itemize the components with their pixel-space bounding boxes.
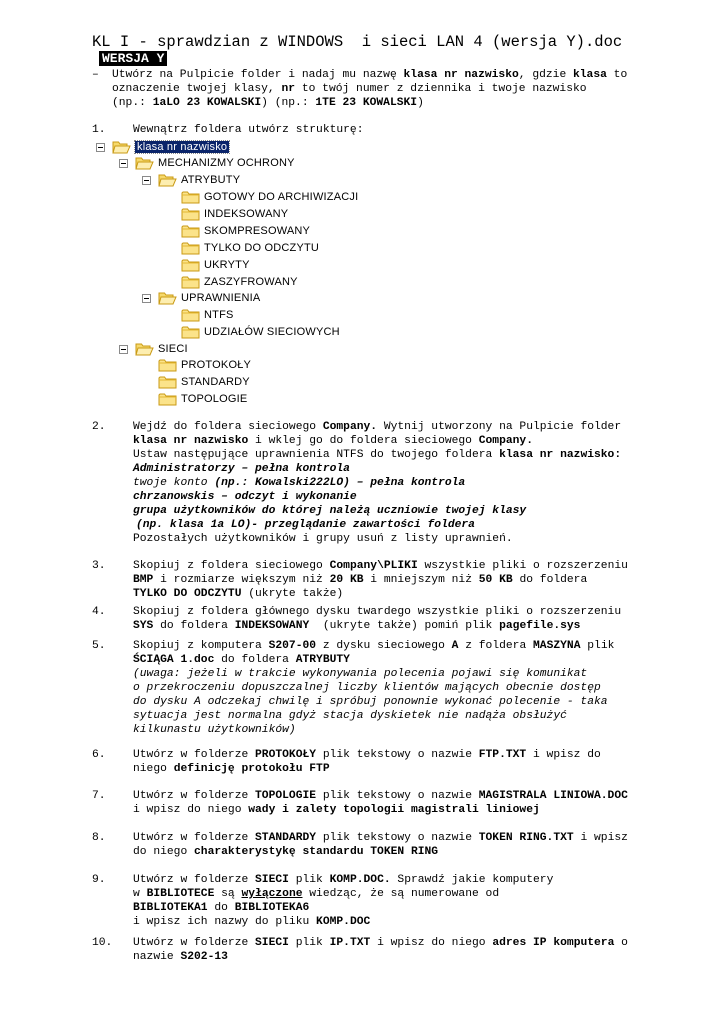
task-7-line: i wpisz do niego wady i zalety topologii magistrali liniowej xyxy=(133,804,540,816)
task-2-line: (np. klasa 1a LO)- przeglądanie zawartości foldera xyxy=(136,519,475,531)
task-8-number: 8. xyxy=(92,832,106,844)
task-6-number: 6. xyxy=(92,749,106,761)
folder-icon xyxy=(181,207,200,221)
task-9-line: i wpisz ich nazwy do pliku KOMP.DOC xyxy=(133,916,371,928)
task-4-line: SYS do foldera INDEKSOWANY (ukryte także) pomiń plik pagefile.sys xyxy=(133,620,581,632)
tree-node-tylko-do-odczytu[interactable] xyxy=(181,240,319,256)
tree-node-zaszyfrowany[interactable] xyxy=(181,274,298,290)
folder-open-icon xyxy=(158,173,177,187)
task-2-number: 2. xyxy=(92,421,106,433)
task-7-number: 7. xyxy=(92,790,106,802)
tree-node-uprawnienia[interactable] xyxy=(142,290,260,306)
folder-icon xyxy=(181,224,200,238)
task-2-line: Ustaw następujące uprawnienia NTFS do twojego foldera klasa nr nazwisko: xyxy=(133,449,622,461)
collapse-icon[interactable] xyxy=(142,294,151,303)
tree-node-protokoly[interactable] xyxy=(158,357,251,373)
intro-line-1: Utwórz na Pulpicie folder i nadaj mu nazwę klasa nr nazwisko, gdzie klasa to xyxy=(112,69,628,81)
intro-line-2: oznaczenie twojej klasy, nr to twój numer z dziennika i twoje nazwisko xyxy=(112,83,587,95)
tree-label: UDZIAŁÓW SIECIOWYCH xyxy=(204,326,340,338)
task-5-line: Skopiuj z komputera S207-00 z dysku sieciowego A z foldera MASZYNA plik xyxy=(133,640,615,652)
folder-icon xyxy=(158,375,177,389)
folder-icon xyxy=(181,241,200,255)
folder-open-icon xyxy=(158,291,177,305)
intro-dash: – xyxy=(92,69,99,81)
task-10-number: 10. xyxy=(92,937,113,949)
tree-node-root[interactable] xyxy=(96,139,229,155)
tree-label: GOTOWY DO ARCHIWIZACJI xyxy=(204,191,359,203)
tree-label: SKOMPRESOWANY xyxy=(204,225,311,237)
version-badge: WERSJA Y xyxy=(99,51,167,66)
tree-label: INDEKSOWANY xyxy=(204,208,289,220)
tree-node-ntfs[interactable] xyxy=(181,307,234,323)
collapse-icon[interactable] xyxy=(96,143,105,152)
task-5-number: 5. xyxy=(92,640,106,652)
collapse-icon[interactable] xyxy=(142,176,151,185)
tree-label: PROTOKOŁY xyxy=(181,359,252,371)
task-2-line: Administratorzy – pełna kontrola xyxy=(133,463,350,475)
task-4-line: Skopiuj z foldera głównego dysku twardego wszystkie pliki o rozszerzeniu xyxy=(133,606,622,618)
task-1-number: 1. xyxy=(92,124,106,136)
task-3-number: 3. xyxy=(92,560,106,572)
task-3-line: BMP i rozmiarze większym niż 20 KB i mniejszym niż 50 KB do foldera xyxy=(133,574,588,586)
task-4-number: 4. xyxy=(92,606,106,618)
task-5-note: do dysku A odczekaj chwilę i spróbuj ponownie wykonać polecenie - taka xyxy=(133,696,608,708)
task-5-note: kilkunastu użytkowników) xyxy=(133,724,296,736)
task-9-line: w BIBLIOTECE są wyłączone wiedząc, że są numerowane od xyxy=(133,888,500,900)
folder-icon xyxy=(158,358,177,372)
folder-icon xyxy=(181,325,200,339)
task-2-line: chrzanowskis – odczyt i wykonanie xyxy=(133,491,357,503)
task-5-note: o przekroczeniu dopuszczalnej liczby klientów mających obecnie dostęp xyxy=(133,682,601,694)
task-1-text: Wewnątrz foldera utwórz strukturę: xyxy=(133,124,364,136)
task-5-note: (uwaga: jeżeli w trakcie wykonywania polecenia pojawi się komunikat xyxy=(133,668,588,680)
folder-icon xyxy=(181,275,200,289)
tree-node-indeksowany[interactable] xyxy=(181,206,288,222)
task-2-line: grupa użytkowników do której należą uczniowie twojej klasy xyxy=(133,505,527,517)
tree-node-atrybuty[interactable] xyxy=(142,172,240,188)
task-10-line: nazwie S202-13 xyxy=(133,951,228,963)
tree-node-skompresowany[interactable] xyxy=(181,223,310,239)
task-3-line: Skopiuj z foldera sieciowego Company\PLIKI wszystkie pliki o rozszerzeniu xyxy=(133,560,628,572)
tree-label: STANDARDY xyxy=(181,376,250,388)
folder-open-icon xyxy=(135,156,154,170)
collapse-icon[interactable] xyxy=(119,159,128,168)
tree-label: MECHANIZMY OCHRONY xyxy=(158,157,295,169)
task-2-line: klasa nr nazwisko i wklej go do foldera sieciowego Company. xyxy=(133,435,533,447)
tree-label: TOPOLOGIE xyxy=(181,393,248,405)
task-5-line: ŚCIĄGA 1.doc do foldera ATRYBUTY xyxy=(133,654,350,666)
task-9-number: 9. xyxy=(92,874,106,886)
tree-label-root: klasa nr nazwisko xyxy=(137,141,228,153)
folder-icon xyxy=(181,308,200,322)
folder-icon xyxy=(181,258,200,272)
folder-open-icon xyxy=(112,140,131,154)
task-9-line: BIBLIOTEKA1 do BIBLIOTEKA6 xyxy=(133,902,310,914)
tree-label: TYLKO DO ODCZYTU xyxy=(204,242,320,254)
tree-node-gotowy[interactable] xyxy=(181,189,358,205)
task-5-note: sytuacja jest normalna gdyż stacja dyskietek nie nadąża obsłużyć xyxy=(133,710,567,722)
tree-label: ATRYBUTY xyxy=(181,174,241,186)
task-2-line: Pozostałych użytkowników i grupy usuń z listy uprawnień. xyxy=(133,533,513,545)
task-8-line: Utwórz w folderze STANDARDY plik tekstowy o nazwie TOKEN RING.TXT i wpisz xyxy=(133,832,628,844)
tree-node-ukryty[interactable] xyxy=(181,257,250,273)
tree-label: UKRYTY xyxy=(204,259,250,271)
task-7-line: Utwórz w folderze TOPOLOGIE plik tekstowy o nazwie MAGISTRALA LINIOWA.DOC xyxy=(133,790,628,802)
task-6-line: niego definicję protokołu FTP xyxy=(133,763,330,775)
collapse-icon[interactable] xyxy=(119,345,128,354)
task-2-line: Wejdź do foldera sieciowego Company. Wytnij utworzony na Pulpicie folder xyxy=(133,421,622,433)
tree-label: UPRAWNIENIA xyxy=(181,292,261,304)
tree-node-mechanizmy[interactable] xyxy=(119,155,295,171)
tree-node-standardy[interactable] xyxy=(158,374,250,390)
tree-node-udzialow[interactable] xyxy=(181,324,340,340)
tree-label: ZASZYFROWANY xyxy=(204,276,298,288)
task-8-line: do niego charakterystykę standardu TOKEN RING xyxy=(133,846,439,858)
tree-label: NTFS xyxy=(204,309,234,321)
tree-label: SIECI xyxy=(158,343,188,355)
intro-line-3: (np.: 1aLO 23 KOWALSKI) (np.: 1TE 23 KOWALSKI) xyxy=(112,97,424,109)
task-3-line: TYLKO DO ODCZYTU (ukryte także) xyxy=(133,588,344,600)
task-10-line: Utwórz w folderze SIECI plik IP.TXT i wpisz do niego adres IP komputera o xyxy=(133,937,628,949)
task-2-line: twoje konto (np.: Kowalski222LO) – pełna kontrola xyxy=(133,477,466,489)
document-title: KL I - sprawdzian z WINDOWS i sieci LAN 4 (wersja Y).doc xyxy=(92,33,623,51)
tree-node-topologie[interactable] xyxy=(158,391,247,407)
tree-node-sieci[interactable] xyxy=(119,341,188,357)
task-6-line: Utwórz w folderze PROTOKOŁY plik tekstowy o nazwie FTP.TXT i wpisz do xyxy=(133,749,601,761)
task-9-line: Utwórz w folderze SIECI plik KOMP.DOC. Sprawdź jakie komputery xyxy=(133,874,554,886)
folder-icon xyxy=(181,190,200,204)
folder-open-icon xyxy=(135,342,154,356)
folder-icon xyxy=(158,392,177,406)
